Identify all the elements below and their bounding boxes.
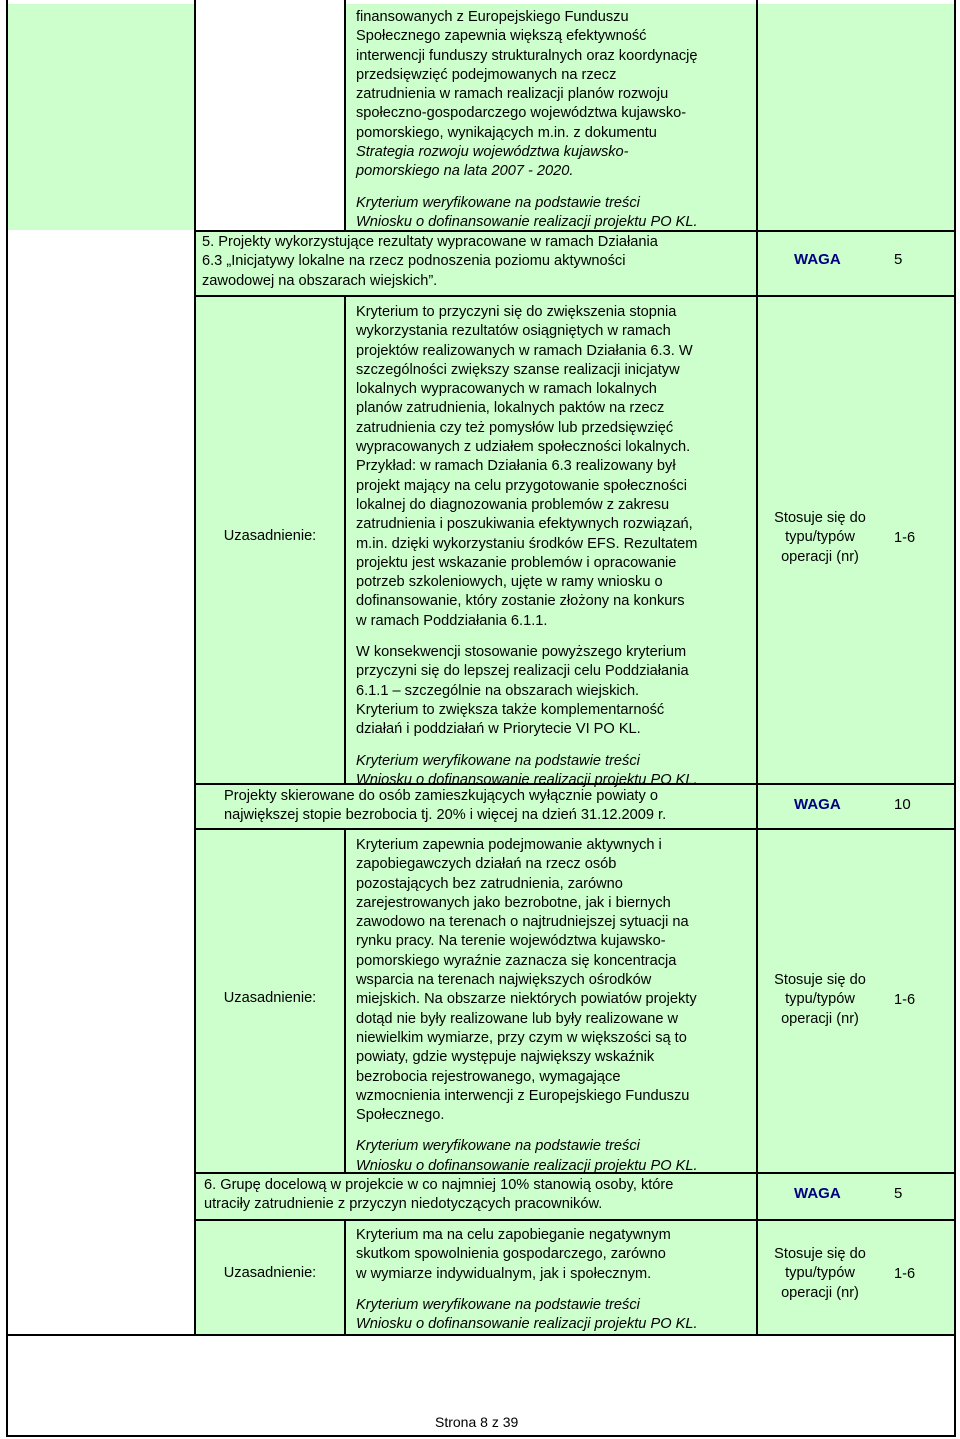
document-title-line: pomorskiego na lata 2007 - 2020. [356, 163, 574, 180]
applies-line: typu/typów [785, 1265, 855, 1282]
text-line: Społecznego. [356, 1107, 445, 1124]
border-col2-b [344, 295, 346, 785]
verified-note: Kryterium weryfikowane na podstawie treści [356, 1296, 640, 1313]
border-col3-a [756, 0, 758, 1336]
fill-right-a [758, 4, 954, 230]
applies-to-label [758, 1245, 882, 1303]
criterion-line: 6. Grupę docelową w projekcie w co najmniej 10% stanowią osoby, które [204, 1177, 674, 1193]
waga-label: WAGA [794, 1185, 841, 1202]
waga-value: 10 [894, 796, 911, 813]
applies-to-value: 1-6 [894, 1266, 916, 1282]
page-number: Strona 8 z 39 [435, 1414, 519, 1430]
text-line: szczególności zwiększy szanse realizacji inicjatyw [356, 361, 680, 378]
text-line: zapobiegawczych działań na rzecz osób [356, 856, 617, 873]
applies-to-label [758, 971, 882, 1029]
justification-6-text [356, 1226, 754, 1334]
text-line: Społecznego zapewnia większą efektywność [356, 28, 647, 45]
criterion-unemployment-title [224, 787, 754, 826]
justification-5-text [356, 303, 754, 790]
border-outer-left [6, 0, 8, 1437]
row-a-text [356, 8, 752, 232]
text-line: W konsekwencji stosowanie powyższego kryterium [356, 644, 687, 661]
applies-line: operacji (nr) [781, 548, 859, 565]
fill-left-a [8, 4, 194, 230]
justification-label: Uzasadnienie: [223, 528, 317, 544]
criterion-line: największej stopie bezrobocia tj. 20% i więcej na dzień 31.12.2009 r. [224, 807, 667, 824]
text-line: projektu jest wskazanie problemów i opracowanie [356, 554, 677, 571]
border-col1 [194, 0, 196, 1336]
criterion-line: utraciły zatrudnienie z przyczyn niedotyczących pracowników. [204, 1196, 603, 1213]
waga-value: 5 [894, 1185, 903, 1202]
text-line: przyczyni się do lepszej realizacji celu Poddziałania [356, 663, 689, 680]
applies-to-label [758, 509, 882, 567]
verified-note: Wniosku o dofinansowanie realizacji projektu PO KL. [356, 1316, 698, 1333]
text-line: wypracowanych z udziałem społeczności lokalnych. [356, 439, 691, 456]
verified-note: Wniosku o dofinansowanie realizacji projektu PO KL. [356, 1157, 698, 1174]
text-line: wsparcia na terenach największych ośrodków [356, 972, 652, 989]
text-line: Kryterium to przyczyni się do zwiększenia stopnia [356, 304, 677, 320]
border-col2-a [344, 0, 346, 232]
text-line: miejskich. Na obszarze niektórych powiatów projekty [356, 991, 697, 1008]
verified-note: Kryterium weryfikowane na podstawie treści [356, 1138, 640, 1155]
text-line: 6.1.1 – szczególnie na obszarach wiejskich. [356, 682, 640, 699]
border-bottom [6, 1435, 956, 1437]
applies-line: operacji (nr) [781, 1010, 859, 1027]
text-line: przedsięwzięć podejmowanych na rzecz [356, 66, 617, 83]
text-line: społeczno-gospodarczego województwa kujawsko- [356, 105, 687, 122]
text-line: niewielkim wymiarze, przy czym w większości są to [356, 1029, 687, 1046]
border-col2-c [344, 828, 346, 1174]
applies-line: Stosuje się do [774, 510, 866, 526]
text-line: pozostających bez zatrudnienia, zarówno [356, 875, 623, 892]
border-outer-right [954, 0, 956, 1437]
waga-label: WAGA [794, 796, 841, 813]
text-line: bezrobocia rejestrowanego, wymagające [356, 1068, 621, 1085]
text-line: lokalnych wypracowanych w ramach lokalnych [356, 381, 657, 398]
verified-note: Kryterium weryfikowane na podstawie treści [356, 194, 640, 211]
text-line: dofinansowanie, który zostanie złożony na konkurs [356, 593, 685, 610]
criterion-5-title [202, 233, 754, 291]
text-line: zawodowo na terenach o najtrudniejszej sytuacji na [356, 914, 689, 931]
text-line: zatrudnienia w ramach realizacji planów rozwoju [356, 86, 669, 103]
verified-note: Kryterium weryfikowane na podstawie treści [356, 752, 640, 769]
text-line: Kryterium zapewnia podejmowanie aktywnych i [356, 837, 662, 853]
rule-2 [194, 295, 956, 297]
text-line: zatrudnienia czy też pomysłów lub przedsięwzięć [356, 419, 674, 436]
text-line: finansowanych z Europejskiego Funduszu [356, 9, 629, 25]
text-line: potrzeb szkoleniowych, ujęte w ramy wniosku o [356, 574, 663, 591]
justification-unemployment-text [356, 836, 754, 1176]
text-line: powiaty, gdzie występuje największy wskaźnik [356, 1049, 655, 1066]
text-line: projekt mający na celu przygotowanie społeczności [356, 477, 687, 494]
applies-to-value: 1-6 [894, 992, 916, 1008]
text-line: w wymiarze indywidualnym, jak i społecznym. [356, 1265, 652, 1282]
text-line: projektów realizowanych w ramach Działania 6.3. W [356, 342, 693, 359]
rule-6 [194, 1219, 956, 1221]
criterion-line: 6.3 „Inicjatywy lokalne na rzecz podnoszenia poziomu aktywności [202, 253, 626, 270]
text-line: Kryterium ma na celu zapobieganie negatywnym [356, 1227, 671, 1243]
text-line: skutkom spowolnienia gospodarczego, zarówno [356, 1246, 666, 1263]
applies-line: typu/typów [785, 529, 855, 546]
text-line: wzmocnienia interwencji z Europejskiego Funduszu [356, 1087, 690, 1104]
text-line: interwencji funduszy strukturalnych oraz koordynację [356, 47, 698, 64]
text-line: działań i poddziałań w Priorytecie VI PO KL. [356, 721, 641, 738]
rule-4 [194, 828, 956, 830]
text-line: wykorzystania rezultatów osiągniętych w ramach [356, 323, 671, 340]
applies-line: operacji (nr) [781, 1284, 859, 1301]
text-line: zarejestrowanych jako bezrobotne, jak i biernych [356, 894, 671, 911]
criterion-line: 5. Projekty wykorzystujące rezultaty wypracowane w ramach Działania [202, 234, 658, 250]
waga-label: WAGA [794, 251, 841, 268]
applies-line: typu/typów [785, 991, 855, 1008]
criterion-6-title [204, 1176, 754, 1215]
criterion-line: Projekty skierowane do osób zamieszkujących wyłącznie powiaty o [224, 788, 658, 804]
text-line: planów zatrudnienia, lokalnych paktów na rzecz [356, 400, 665, 417]
text-line: lokalnej do diagnozowania problemów z zakresu [356, 496, 670, 513]
text-line: pomorskiego wyraźnie zaznacza się koncentracja [356, 952, 677, 969]
document-title-line: Strategia rozwoju województwa kujawsko- [356, 144, 629, 161]
text-line: m.in. dzięki wykorzystaniu środków EFS. Rezultatem [356, 535, 698, 552]
verified-note: Wniosku o dofinansowanie realizacji projektu PO KL. [356, 771, 698, 788]
text-line: dotąd nie były realizowane lub były realizowane w [356, 1010, 679, 1027]
applies-line: Stosuje się do [774, 1246, 866, 1262]
waga-value: 5 [894, 251, 903, 268]
verified-note: Wniosku o dofinansowanie realizacji projektu PO KL. [356, 213, 698, 230]
text-line: rynku pracy. Na terenie województwa kujawsko- [356, 933, 666, 950]
text-line: Przykład: w ramach Działania 6.3 realizowany był [356, 458, 676, 475]
applies-to-value: 1-6 [894, 530, 916, 546]
criterion-line: zawodowej na obszarach wiejskich”. [202, 272, 438, 289]
fill-left-white [8, 232, 194, 1334]
text-line: pomorskiego, wynikających m.in. z dokumentu [356, 124, 657, 141]
text-line: Kryterium to zwiększa także komplementarność [356, 701, 665, 718]
text-line: zatrudnienia i poszukiwania efektywnych rozwiązań, [356, 516, 693, 533]
border-col2-d [344, 1219, 346, 1336]
text-line: w ramach Poddziałania 6.1.1. [356, 612, 548, 629]
applies-line: Stosuje się do [774, 972, 866, 988]
justification-label: Uzasadnienie: [223, 1265, 317, 1281]
justification-label: Uzasadnienie: [223, 990, 317, 1006]
